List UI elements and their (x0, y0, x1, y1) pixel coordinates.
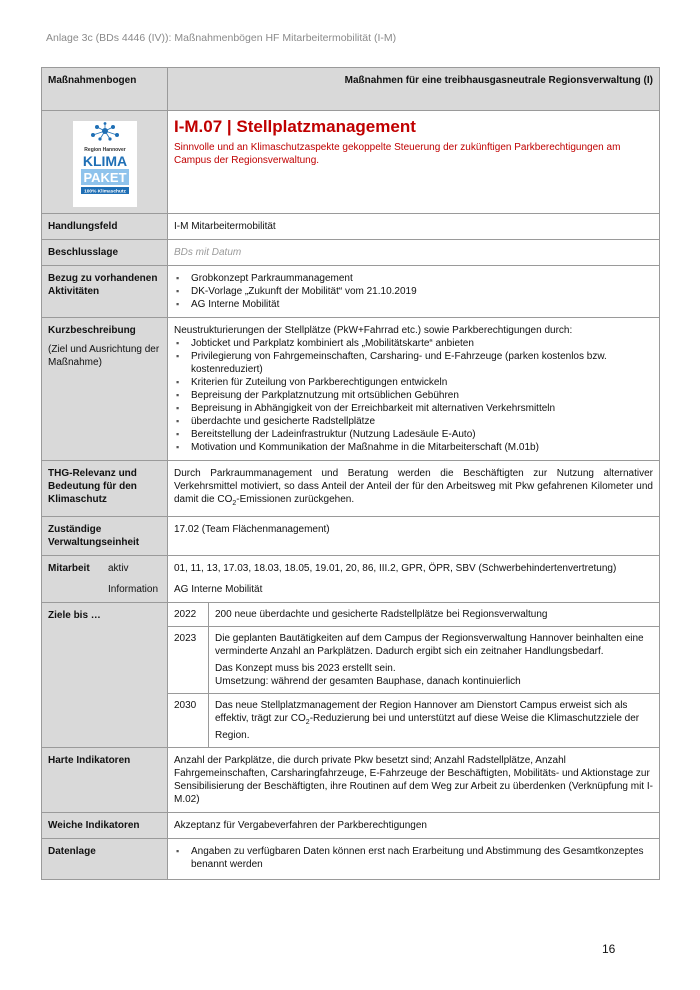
goal-2030-subscript: 2 (305, 719, 310, 726)
page-number: 16 (602, 942, 616, 956)
value-thg (168, 461, 660, 517)
goal-text-2023c: Umsetzung: während der gesamten Bauphase, danach kontinuierlich (215, 676, 521, 687)
klimapaket-logo (73, 121, 137, 207)
label-kurz-main: Kurzbeschreibung (48, 325, 136, 336)
label-beschlusslage: Beschlusslage (42, 240, 168, 266)
list-item: ▪ Grobkonzept Parkraummanagement (174, 272, 653, 285)
label-information: Information (108, 584, 159, 595)
value-kurzbeschreibung (168, 318, 660, 461)
label-handlungsfeld: Handlungsfeld (42, 214, 168, 240)
goal-row (168, 627, 659, 694)
goal-row (168, 603, 659, 627)
label-ziele: Ziele bis … (42, 603, 168, 748)
row-bezug (42, 266, 660, 318)
row-beschlusslage (42, 240, 660, 266)
logo-klima-text: KLIMA (82, 153, 127, 169)
label-harte: Harte Indikatoren (42, 748, 168, 813)
label-kurz-sub: (Ziel und Ausrichtung der Maßnahme) (48, 344, 160, 368)
logo-tagline-text: 100% Klimaschutz (83, 189, 126, 195)
value-aktiv: 01, 11, 13, 17.03, 18.03, 18.05, 19.01, 20, 86, III.2, GPR, ÖPR, SBV (Schwerbehindertenvertretung) (174, 563, 617, 574)
list-item: ▪ DK-Vorlage „Zukunft der Mobilität“ vom 21.10.2019 (174, 285, 653, 298)
page-header: Anlage 3c (BDs 4446 (IV)): Maßnahmenbögen HF Mitarbeitermobilität (I-M) (46, 32, 397, 44)
measure-subtitle: Sinnvolle und an Klimaschutzaspekte gekoppelte Steuerung der zukünftigen Parkberechtigungen am Campus der Regionsverwaltung. (174, 142, 621, 166)
list-item: ▪ Jobticket und Parkplatz kombiniert als „Mobilitätskarte“ anbieten (174, 337, 653, 350)
list-item: ▪ Bepreisung der Parkplatznutzung mit ortsüblichen Gebühren (174, 389, 653, 402)
label-thg: THG-Relevanz und Bedeutung für den Klimaschutz (42, 461, 168, 517)
bezug-list (174, 272, 653, 311)
row-thg (42, 461, 660, 517)
goal-year: 2030 (168, 694, 209, 748)
list-item: ▪ überdachte und gesicherte Radstellplätze (174, 415, 653, 428)
label-weiche: Weiche Indikatoren (42, 813, 168, 839)
thg-text-b: -Emissionen zurückgehen. (236, 494, 355, 505)
goal-text (209, 694, 660, 748)
goal-text-2030b: -Reduzierung bei und unterstützt auf diese Weise die Klimaschutzziele der Region. (215, 713, 640, 741)
value-zustaendig: 17.02 (Team Flächenmanagement) (168, 517, 660, 556)
goal-year: 2023 (168, 627, 209, 694)
value-handlungsfeld: I-M Mitarbeitermobilität (168, 214, 660, 240)
goal-row (168, 694, 659, 748)
row-zustaendig (42, 517, 660, 556)
label-kurzbeschreibung (42, 318, 168, 461)
kurz-list (174, 337, 653, 454)
label-datenlage: Datenlage (42, 839, 168, 880)
value-weiche: Akzeptanz für Vergabeverfahren der Parkberechtigungen (168, 813, 660, 839)
datenlage-list (174, 845, 653, 871)
goal-text-2030a: Das neue Stellplatzmanagement der Region Hannover am Dienstort Campus erweist sich als effektiv, trägt zur CO (215, 700, 628, 724)
value-information: AG Interne Mobilität (174, 584, 263, 595)
value-datenlage (168, 839, 660, 880)
row-ziele (42, 603, 660, 748)
list-item: ▪ Kriterien für Zuteilung von Parkberechtigungen entwickeln (174, 376, 653, 389)
measure-sheet-table (41, 67, 660, 880)
row-mitarbeit (42, 556, 660, 603)
list-item: ▪ AG Interne Mobilität (174, 298, 653, 311)
value-harte: Anzahl der Parkplätze, die durch private Pkw besetzt sind; Anzahl Radstellplätze, Anzahl Fahrgemeinschaften, Carsharingfahrzeuge, E-Fahrzeuge der Beschäftigten, Mobilitäts- und Aktionstage zur Sensibilisierung der Beschäftigten, ihre Routinen auf dem Weg zur Arbeit zu überdenken (Verknüpfung mit I-M.02) (168, 748, 660, 813)
row-datenlage (42, 839, 660, 880)
list-item: ▪ Angaben zu verfügbaren Daten können erst nach Erarbeitung und Abstimmung des Gesamtkonzeptes benannt werden (174, 845, 653, 871)
logo-paket-text: PAKET (82, 170, 127, 185)
goal-text-2023a: Die geplanten Bautätigkeiten auf dem Campus der Regionsverwaltung Hannover beinhalten eine verminderte Anzahl an Parkplätzen. Dadurch ergibt sich ein zeitnaher Handlungsbedarf. (215, 633, 644, 657)
label-zustaendig: Zuständige Verwaltungseinheit (42, 517, 168, 556)
value-ziele (168, 603, 660, 748)
value-mitarbeit (168, 556, 660, 603)
goal-text-2023b: Das Konzept muss bis 2023 erstellt sein. (215, 663, 396, 674)
label-mitarbeit (42, 556, 168, 603)
list-item: ▪ Privilegierung von Fahrgemeinschaften, Carsharing- und E-Fahrzeuge (parken kostenlos bzw. kostenreduziert) (174, 350, 653, 376)
goal-text (209, 627, 660, 694)
kurz-intro: Neustrukturierungen der Stellplätze (PkW+Fahrrad etc.) sowie Parkberechtigungen durch: (174, 325, 573, 336)
logo-region-text: Region Hannover (83, 147, 126, 153)
value-beschlusslage: BDs mit Datum (168, 240, 660, 266)
list-item: ▪ Bereitstellung der Ladeinfrastruktur (Nutzung Ladesäule E-Auto) (174, 428, 653, 441)
goals-table (168, 603, 659, 747)
label-bezug: Bezug zu vorhandenen Aktivitäten (42, 266, 168, 318)
row-harte-indikatoren (42, 748, 660, 813)
sheet-subject: Maßnahmen für eine treibhausgasneutrale Regionsverwaltung (I) (168, 68, 660, 111)
measure-title: I-M.07 | Stellplatzmanagement (174, 117, 416, 136)
thg-text-a: Durch Parkraummanagement und Beratung werden die Beschäftigten zur Nutzung alternativer Verkehrsmittel motiviert, so dass Anteil der Anteil der für den Arbeitsweg mit Pkw gefahrenen Kilometer und damit die CO (174, 468, 653, 505)
row-kurzbeschreibung (42, 318, 660, 461)
label-aktiv: aktiv (108, 563, 129, 574)
row-weiche-indikatoren (42, 813, 660, 839)
value-bezug (168, 266, 660, 318)
row-handlungsfeld (42, 214, 660, 240)
klimapaket-logo-graphic (73, 121, 137, 207)
goal-text: 200 neue überdachte und gesicherte Radstellplätze bei Regionsverwaltung (215, 609, 548, 620)
title-row (42, 68, 660, 111)
sheet-title: Maßnahmenbogen (42, 68, 168, 111)
list-item: ▪ Bepreisung in Abhängigkeit von der Erreichbarkeit mit alternativen Verkehrsmitteln (174, 402, 653, 415)
measure-head-row (42, 111, 660, 214)
logo-cell (42, 111, 168, 214)
measure-title-cell (168, 111, 660, 214)
thg-subscript: 2 (232, 500, 237, 507)
label-mitarbeit-main: Mitarbeit (48, 563, 90, 574)
goal-year: 2022 (168, 603, 209, 627)
list-item: ▪ Motivation und Kommunikation der Maßnahme in die Mitarbeiterschaft (M.01b) (174, 441, 653, 454)
